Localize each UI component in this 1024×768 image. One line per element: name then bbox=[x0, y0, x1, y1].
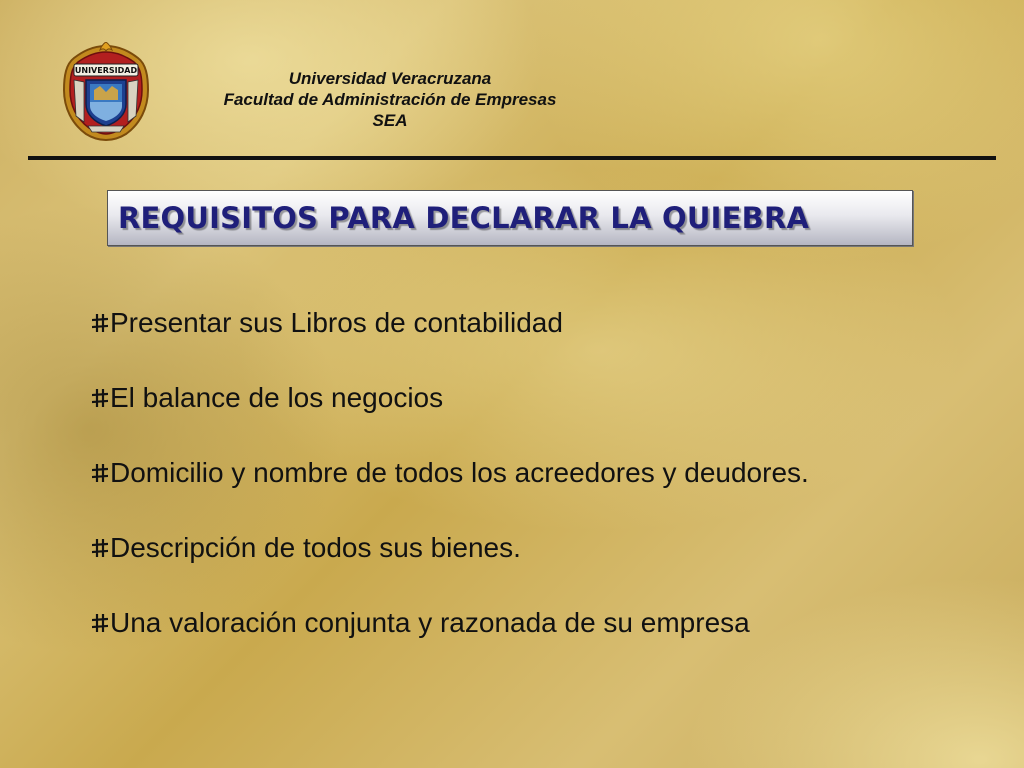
program-name: SEA bbox=[372, 111, 408, 130]
requirements-list bbox=[90, 300, 970, 675]
list-item-text: Una valoración conjunta y razonada de su empresa bbox=[110, 607, 750, 638]
list-item-text: Domicilio y nombre de todos los acreedores y deudores. bbox=[110, 457, 809, 488]
logo-banner-text: UNIVERSIDAD bbox=[74, 66, 138, 75]
header-divider bbox=[28, 156, 996, 160]
list-item bbox=[90, 450, 970, 525]
institution-header bbox=[170, 68, 610, 131]
faculty-name: Facultad de Administración de Empresas bbox=[223, 90, 557, 109]
hash-bullet-icon bbox=[90, 300, 110, 346]
university-name: Universidad Veracruzana bbox=[288, 69, 492, 88]
list-item-text: Presentar sus Libros de contabilidad bbox=[110, 307, 563, 338]
list-item bbox=[90, 300, 970, 375]
hash-bullet-icon bbox=[90, 375, 110, 421]
slide-title: REQUISITOS PARA DECLARAR LA QUIEBRA bbox=[118, 201, 810, 235]
hash-bullet-icon bbox=[90, 600, 110, 646]
list-item bbox=[90, 525, 970, 600]
list-item bbox=[90, 600, 970, 675]
title-box bbox=[107, 190, 913, 246]
list-item-text: El balance de los negocios bbox=[110, 382, 444, 413]
hash-bullet-icon bbox=[90, 525, 110, 571]
list-item-text: Descripción de todos sus bienes. bbox=[110, 532, 521, 563]
list-item bbox=[90, 375, 970, 450]
hash-bullet-icon bbox=[90, 450, 110, 496]
university-seal-logo bbox=[60, 42, 152, 142]
